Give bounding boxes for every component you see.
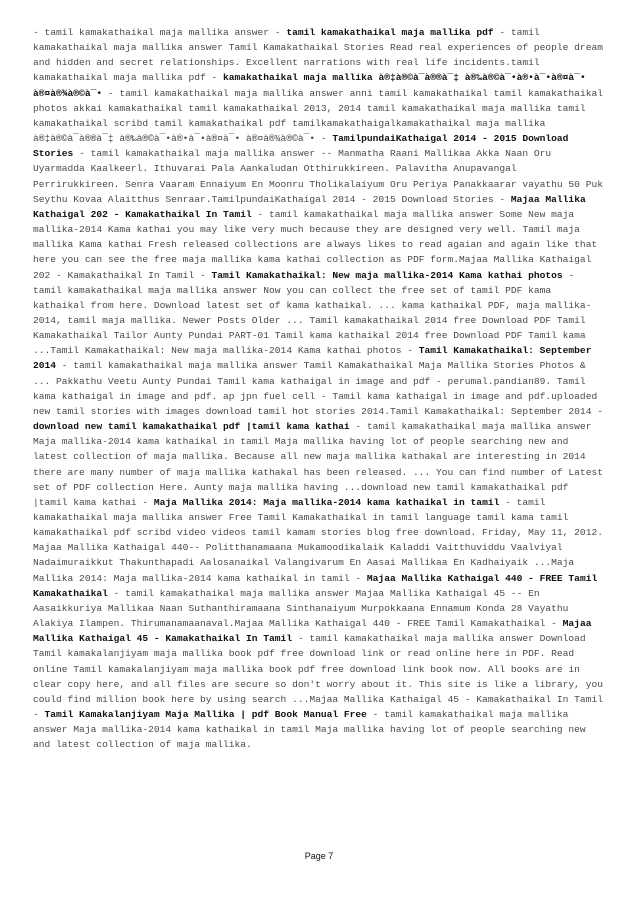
bold-heading-segment: Maja Mallika 2014: Maja mallika-2014 kama kathaikal in tamil	[153, 496, 500, 508]
body-text	[33, 25, 605, 753]
text-segment: - tamil kamakathaikal maja mallika answer Download Tamil kamakalanjiyam maja mallika book pdf free download link or read online here in PDF. Read online Tamil kamakalanjiyam maja mallika book pdf free download link book now. All books are in clear copy here, and all files are secure so don't worry about it. This site is like a library, you could find million book here by using search ...Majaa Mallika Kathaigal 45 - Kamakathaikal In Tamil -	[33, 633, 603, 721]
bold-heading-segment: Tamil Kamakalanjiyam Maja Mallika | pdf Book Manual Free	[44, 709, 367, 721]
text-segment: - tamil kamakathaikal maja mallika answer Some New maja mallika-2014 Kama kathai you may like very much because they are designed very well. Tamil maja mallika Kama kathai Fresh released collections are always likes to read agaian and again like that here you can see the free maja mallika kama kathai collection as PDF form.Majaa Mallika Kathaigal 202 - Kamakathaikal In Tamil -	[33, 208, 598, 281]
text-segment: - tamil kamakathaikal maja mallika answer Tamil Kamakathaikal Stories Read real experiences of people dream and hidden and secret relationships. Excellent narrations with real life incidents.tamil kamakathaikal maja mallika pdf -	[33, 27, 603, 84]
text-segment: - tamil kamakathaikal maja mallika answer anni tamil kamakathaikal tamil kamakathaikal photos akkai kamakathaikal tamil kamakathaikal 2013, 2014 tamil kamakathaikal maja mallika tamil kamakathaikal scribd tamil kamakathaikal pdf tamilkamakathaigalkamakathaikal maja mallika à®‡à®©à¯à®®à¯‡ à®‰à®©à¯•à®•à¯•à®¤à¯• à®¤à®¾à®©à¯• -	[33, 87, 603, 145]
bold-heading-segment: TamilpundaiKathaigal 2014 - 2015 Download Stories	[33, 133, 569, 160]
text-segment: - tamil kamakathaikal maja mallika answer Maja mallika-2014 kama kathaikal in tamil Maja mallika having lot of people searching new and latest collection of maja mallika.	[33, 709, 586, 751]
bold-heading-segment: tamil kamakathaikal maja mallika pdf	[286, 27, 494, 38]
text-segment: - tamil kamakathaikal maja mallika answer Maja mallika-2014 kama kathaikal in tamil Maja mallika having lot of people searching new and latest collection of maja mallika. Because all new maja mallika kathakal are interesting in 2014 there are many number of maja mallika kathakal has been released. ... You can find number of Latest set of PDF collection Here. Aunty maja mallika having ...download new tamil kamakathaikal pdf |tamil kama kathai -	[33, 421, 603, 508]
text-segment: - tamil kamakathaikal maja mallika answer Majaa Mallika Kathaigal 45 -- En Aasaikkuriya Mallikaa Naan Suthanthiramaana Sinthanaiyum Murpokkaana Ennamum Konda 28 Vayathu Alakiya Ilampen. Thirumanamaanaval.Majaa Mallika Kathaigal 440 - FREE Tamil Kamakathaikal -	[33, 587, 569, 630]
text-segment: - tamil kamakathaikal maja mallika answer -- Manmatha Raani Mallikaa Akka Naan Oru Uyarmadda Kaalkeerl. Ithuvarai Pala Aankaludan Otthirukkireen. Palavitha Anupavangal Perrirukkireen. Senra Vaaram Ennaiyum En Moonru Tholikalaiyum Oru Periya Panakkaarar vayathu 50 Puk Seythu Kovaa Alaitthus Senraar.TamilpundaiKathaigal 2014 - 2015 Download Stories -	[33, 148, 603, 205]
text-segment: - tamil kamakathaikal maja mallika answer Tamil Kamakathaikal Maja Mallika Stories Photos & ... Pakkathu Veetu Aunty Pundai Tamil kama kathaigal in image and pdf - perumal.pandian89. Tamil kama kathaigal in image and pdf. ap jpn fuel cell - Tamil kama kathaigal in image and pdf.uploaded new tamil stories with images download tamil hot stories 2014.Tamil Kamakathaikal: September 2014 -	[33, 360, 603, 417]
bold-heading-segment: Majaa Mallika Kathaigal 440 - FREE Tamil Kamakathaikal	[33, 572, 598, 599]
bold-heading-segment: Majaa Mallika Kathaigal 202 - Kamakathaikal In Tamil	[33, 193, 586, 220]
text-segment: - tamil kamakathaikal maja mallika answer Free Tamil Kamakathaikal in tamil language tamil kama tamil kamakathaikal pdf scribd video videos tamil kamam stories blog free download. Friday, May 11, 2012. Majaa Mallika Kathaigal 440-- Politthanamaana Mukamoodikalaik Kaladdi Vaitthuviddu Vaalviyal Nadaimuraikkut Thakunthapadi Aalosanaikal Valangivarum En Aasai Mallikaa En Kadhaiyaik ...Maja Mallika 2014: Maja mallika-2014 kama kathaikal in tamil -	[33, 496, 603, 584]
bold-heading-segment: kamakathaikal maja mallika à®‡à®©à¯à®®à¯‡ à®‰à®©à¯•à®•à¯•à®¤à¯• à®¤à®¾à®©à¯•	[33, 72, 586, 99]
bold-heading-segment: download new tamil kamakathaikal pdf |tamil kama kathai	[33, 421, 350, 433]
bold-heading-segment: Tamil Kamakathaikal: September 2014	[33, 345, 592, 372]
bold-heading-segment: Majaa Mallika Kathaigal 45 - Kamakathaikal In Tamil	[33, 618, 592, 645]
text-segment: - tamil kamakathaikal maja mallika answer -	[33, 27, 287, 38]
bold-heading-segment: Tamil Kamakathaikal: New maja mallika-2014 Kama kathai photos	[211, 269, 563, 281]
page-number: Page 7	[304, 851, 334, 861]
text-segment: - tamil kamakathaikal maja mallika answer Now you can collect the free set of tamil PDF kama kathaikal from here. Download latest set of kama kathaikal. ... kama kathaikal PDF, maja mallika-2014, tamil maja mallika. Newer Posts Older ... Tamil kamakathaikal 2014 free Download PDF Tamil Kamakathaikal Tailor Aunty Pundai PART-01 Tamil kama kathaikal 2014 free Download PDF Tamil kama ...Tamil Kamakathaikal: New maja mallika-2014 Kama kathai photos -	[33, 269, 592, 357]
